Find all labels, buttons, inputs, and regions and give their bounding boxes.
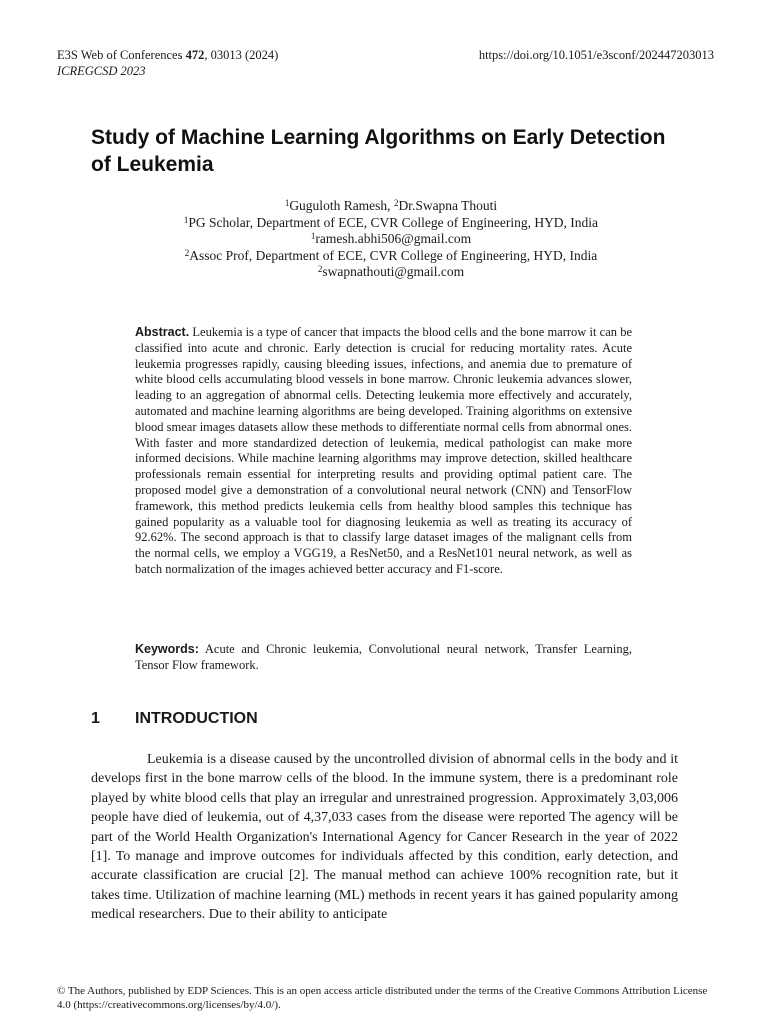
journal-citation: E3S Web of Conferences 472, 03013 (2024) (57, 48, 279, 62)
affiliation-2: $^2$Assoc Prof, Department of ECE, CVR College of Engineering, HYD, India (184, 247, 598, 263)
keywords (135, 642, 632, 674)
abstract-label: Abstract. (135, 325, 190, 339)
paper-title: Study of Machine Learning Algorithms on Early Detection of Leukemia (91, 126, 666, 176)
abstract (135, 325, 632, 578)
introduction-paragraph: Leukemia is a disease caused by the uncontrolled division of abnormal cells in the body and it develops first in the bone marrow cells of the blood. In the immune system, there is a predominant role played by white blood cells that play an irregular and unrestrained progression. Approximately 3,03,006 people have died of leukemia, out of 4,37,033 cases from the disease were reported The agency will be part of the World Health Organization's International Agency for Cancer Research in the year of 2022 [1]. To manage and improve outcomes for individuals affected by this condition, early detection, and accurate classification are crucial [2]. The manual method can achieve 100% recognition rate, but it takes time. Utilization of machine learning (ML) methods in recent years it has gained popularity among medical researchers. Due to their ability to anticipate (91, 752, 678, 923)
abstract-text: Leukemia is a type of cancer that impacts the blood cells and the bone marrow it can be classified into acute and chronic. Early detection is crucial for reducing mortality rates. Acute leukemia progresses rapidly, causing bleeding issues, infections, and anemia due to premature of white blood cells accumulating blood vessels in bone marrow. Chronic leukemia advances slower, leading to an aggregation of abnormal cells. Detecting leukemia more effectively and accurately, automated and machine learning algorithms are being developed. Training algorithms on extensive blood smear images datasets allow these methods to differentiate normal cells from abnormal ones. With faster and more standardized detection of leukemia, medical pathologist can make more informed decisions. While machine learning algorithms may improve detection, skilled healthcare professionals remain essential for interpreting results and providing optimal patient care. The proposed model give a demonstration of a convolutional neural network (CNN) and TensorFlow framework, this method predicts leukemia cells from healthy blood samples this technique has gained popularity as a valuable tool for diagnosing leukemia as well as treating its accuracy of 92.62%. The second approach is that to classify large dataset images of the malignant cells from the normal cells, we employ a VGG19, a ResNet50, and a ResNet101 neural network, as well as batch normalization of the images achieved better accuracy and F1-score. (135, 325, 632, 576)
author-block (91, 198, 691, 281)
email-1[interactable]: $^1$ramesh.abhi506@gmail.com (310, 231, 472, 246)
section-title: INTRODUCTION (135, 710, 258, 727)
section-heading (91, 710, 258, 728)
volume-number: 472 (185, 48, 205, 62)
license-footer: © The Authors, published by EDP Sciences. This is an open access article distributed under the terms of the Creative Commons Attribution License 4.0 (https://creativecommons.org/licenses/by/4.0/). (57, 985, 708, 1011)
journal-header (57, 47, 278, 79)
email-2[interactable]: $^2$swapnathouti@gmail.com (317, 264, 465, 279)
section-number: 1 (91, 710, 100, 727)
author-names: $^1$Guguloth Ramesh, $^2$Dr.Swapna Thouti (284, 198, 498, 213)
keywords-text: Acute and Chronic leukemia, Convolutional neural network, Transfer Learning, Tensor Flow framework. (135, 642, 632, 672)
doi-link[interactable]: https://doi.org/10.1051/e3sconf/202447203013 (478, 48, 714, 62)
affiliation-1: $^1$PG Scholar, Department of ECE, CVR College of Engineering, HYD, India (183, 214, 599, 230)
conference-name: ICREGCSD 2023 (57, 64, 146, 78)
keywords-label: Keywords: (135, 642, 199, 656)
